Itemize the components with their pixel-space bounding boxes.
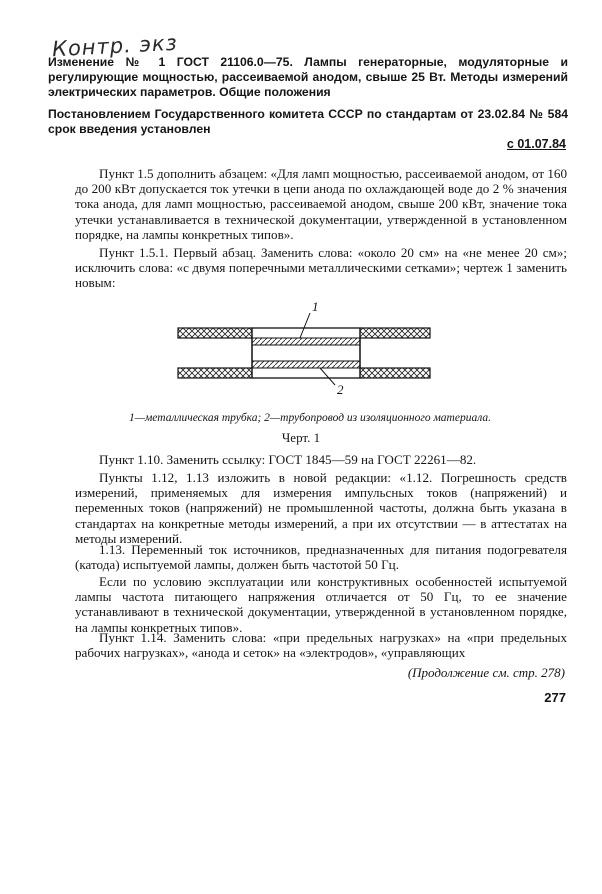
paragraph-1-10: Пункт 1.10. Заменить ссылку: ГОСТ 1845—59 на ГОСТ 22261—82. — [99, 452, 477, 467]
figure-label-2: 2 — [337, 382, 344, 397]
paragraph-1-5-1: Пункт 1.5.1. Первый абзац. Заменить слова: «около 20 см» на «не менее 20 см»; исключить слова: «с двумя поперечными металлическими сетками»; чертеж 1 заменить новым: — [75, 245, 567, 291]
continuation-note: (Продолжение см. стр. 278) — [407, 665, 565, 680]
page-number: 277 — [544, 690, 566, 705]
right-pipe — [360, 328, 430, 378]
figure-drawing — [0, 295, 602, 410]
left-pipe — [178, 328, 252, 378]
paragraph-frequency: Если по условию эксплуатации или конструктивных особенностей испытуемой лампы частота питающего напряжения отличается от 50 Гц, то ее значение устанавливают в технической документации, утвержденной в установленном порядке, на лампы конкретных типов». — [75, 574, 567, 635]
metal-tube — [252, 328, 360, 378]
paragraph-1-5: Пункт 1.5 дополнить абзацем: «Для ламп мощностью, рассеиваемой анодом, от 160 до 200 кВт допускается ток утечки в цепи анода по охлаждающей воде до 2 % значения тока анода, для ламп мощностью, рассеиваемой анодом, свыше 200 кВт, значение тока утечки устанавливается в технической документации, утвержденной в установленном порядке, на лампы конкретных типов». — [75, 166, 567, 242]
figure-caption: 1—металлическая трубка; 2—трубопровод из изоляционного материала. — [128, 412, 491, 424]
change-title: Изменение № 1 ГОСТ 21106.0—75. Лампы генераторные, модуляторные и регулирующие мощностью, рассеиваемой анодом, свыше 25 Вт. Методы измерений электрических параметров. Общие положения — [48, 55, 568, 99]
figure-title: Черт. 1 — [281, 430, 321, 445]
paragraph-1-12: Пункты 1.12, 1.13 изложить в новой редакции: «1.12. Погрешность средств измерений, применяемых для измерения импульсных токов (напряжений) и переменных токов (напряжений) не промышленной частоты, должна быть указана в стандартах на конкретные методы измерений, а при их отсутствии — в аттестатах на методы измерений. — [75, 470, 567, 546]
decree-text: Постановлением Государственного комитета СССР по стандартам от 23.02.84 № 584 срок введения установлен — [48, 107, 568, 136]
figure-label-1: 1 — [312, 299, 319, 314]
paragraph-1-14: Пункт 1.14. Заменить слова: «при предельных нагрузках» на «при предельных рабочих нагрузках», «анода и сеток» на «электродов», «управляющих — [75, 630, 567, 661]
effective-date: с 01.07.84 — [506, 137, 566, 151]
paragraph-1-13: 1.13. Переменный ток источников, предназначенных для питания подогревателя (катода) испытуемой лампы, должен быть частотой 50 Гц. — [75, 542, 567, 573]
handwritten-note: Контр. экз — [51, 30, 179, 62]
